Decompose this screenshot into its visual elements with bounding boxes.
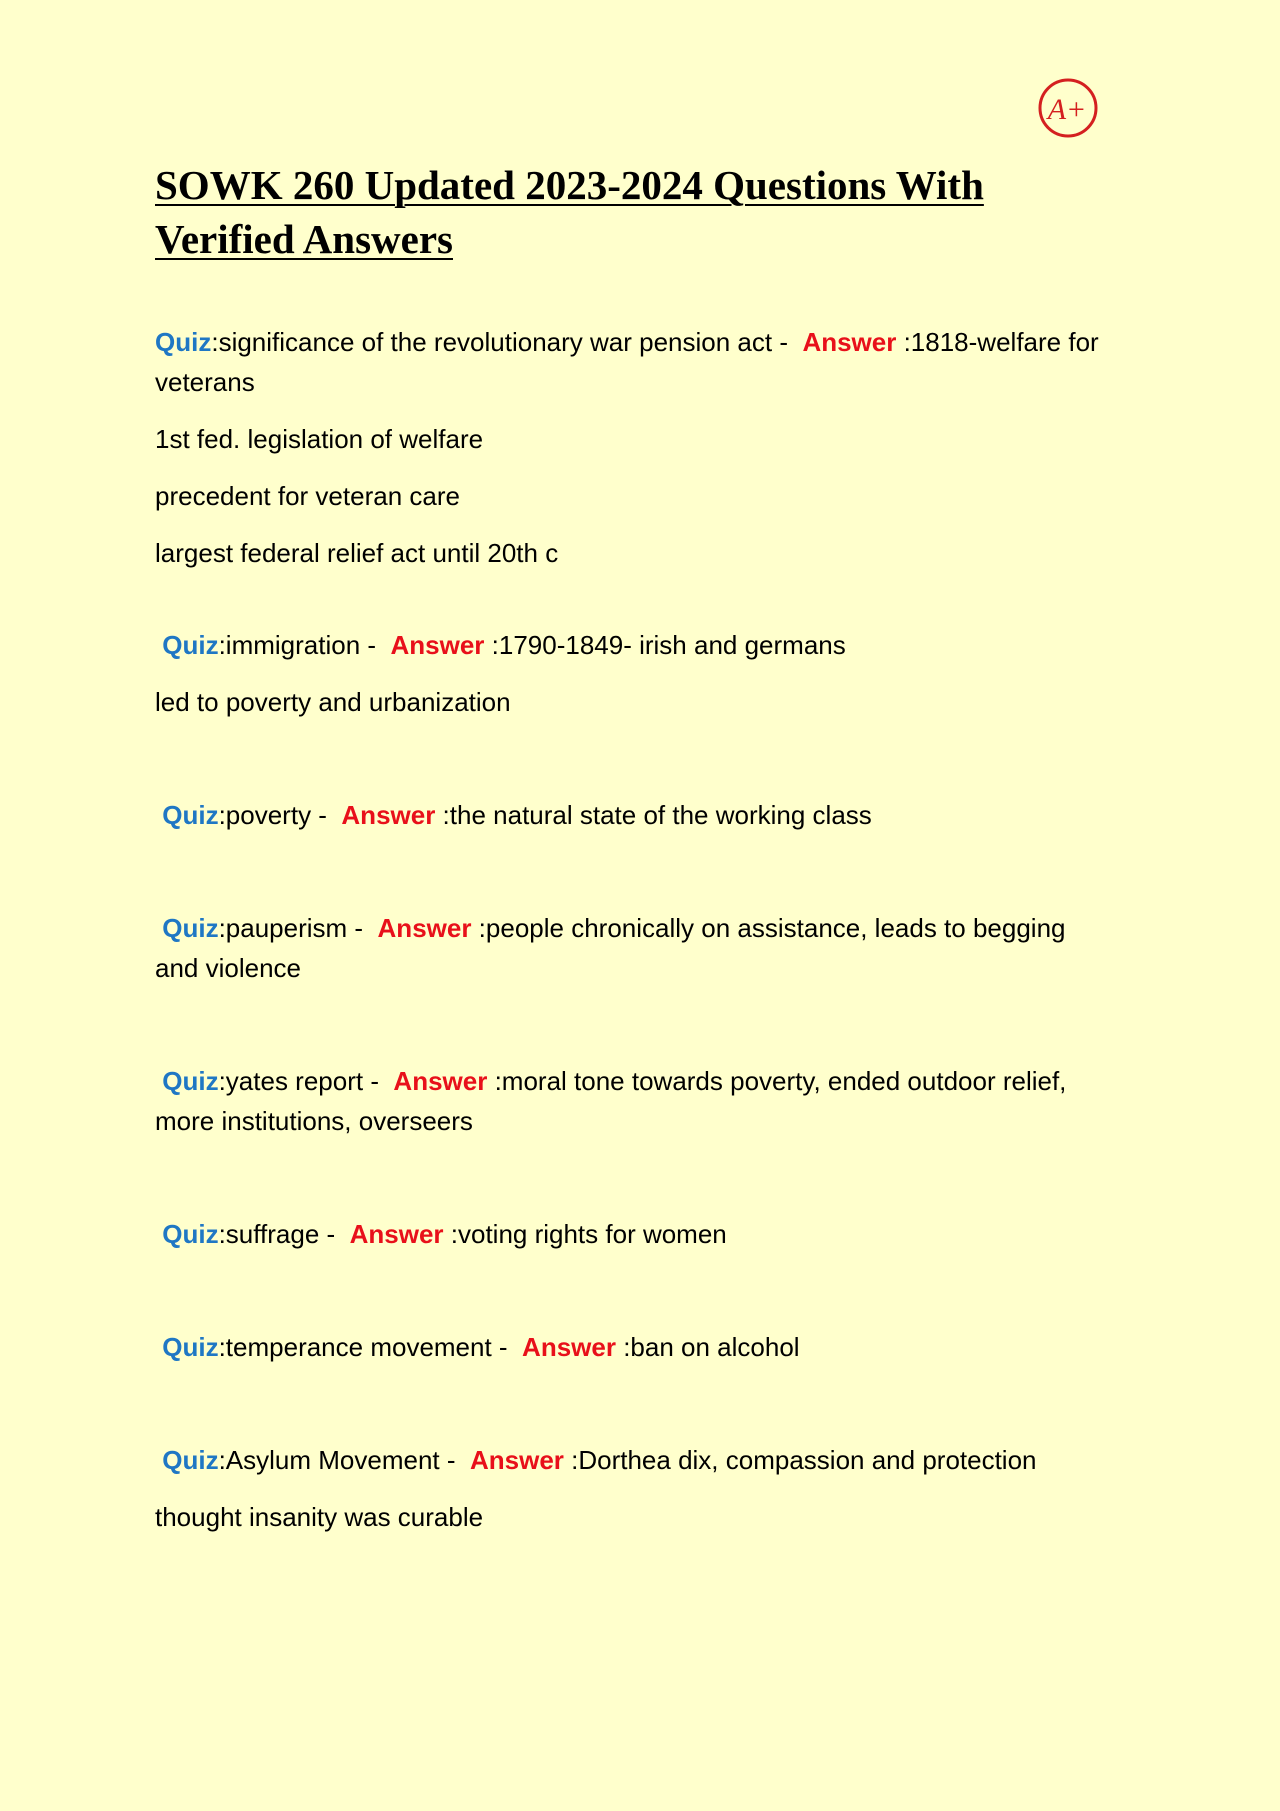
quiz-label: Quiz bbox=[162, 1066, 219, 1096]
qa-item bbox=[155, 1214, 1115, 1254]
qa-line bbox=[155, 1214, 1115, 1254]
question-text: :poverty - bbox=[218, 800, 342, 830]
qa-item bbox=[155, 1327, 1115, 1367]
qa-item bbox=[155, 1440, 1115, 1537]
answer-label: Answer bbox=[802, 327, 897, 357]
answer-label: Answer bbox=[393, 1066, 488, 1096]
qa-line bbox=[155, 322, 1115, 402]
answer-text: :Dorthea dix, compassion and protection bbox=[563, 1445, 1037, 1475]
quiz-label: Quiz bbox=[162, 913, 219, 943]
qa-item bbox=[155, 625, 1115, 722]
question-text: :yates report - bbox=[218, 1066, 394, 1096]
document-title: SOWK 260 Updated 2023-2024 Questions With Verified Answers bbox=[155, 162, 984, 262]
qa-list bbox=[155, 322, 1115, 1610]
question-text: :significance of the revolutionary war pension act - bbox=[211, 327, 803, 357]
answer-detail-line: 1st fed. legislation of welfare bbox=[155, 424, 484, 454]
quiz-label: Quiz bbox=[155, 327, 212, 357]
question-text: :suffrage - bbox=[218, 1219, 350, 1249]
qa-line bbox=[155, 1440, 1115, 1480]
answer-label: Answer bbox=[349, 1219, 444, 1249]
answer-label: Answer bbox=[390, 630, 485, 660]
qa-line bbox=[155, 795, 1115, 835]
question-text: :temperance movement - bbox=[218, 1332, 523, 1362]
answer-label: Answer bbox=[522, 1332, 616, 1362]
quiz-label: Quiz bbox=[162, 630, 219, 660]
answer-label: Answer bbox=[341, 800, 436, 830]
answer-label: Answer bbox=[469, 1445, 564, 1475]
question-text: :Asylum Movement - bbox=[218, 1445, 470, 1475]
qa-item bbox=[155, 795, 1115, 835]
a-plus-grade-icon bbox=[1036, 76, 1100, 140]
question-text: :immigration - bbox=[218, 630, 391, 660]
answer-detail-line: thought insanity was curable bbox=[155, 1502, 484, 1532]
question-text: :pauperism - bbox=[218, 913, 378, 943]
answer-detail-line: led to poverty and urbanization bbox=[155, 687, 511, 717]
answer-detail-line: largest federal relief act until 20th c bbox=[155, 538, 559, 568]
quiz-label: Quiz bbox=[162, 1445, 219, 1475]
qa-line bbox=[155, 1327, 1115, 1367]
answer-text: :moral tone towards poverty, ended outdoor relief, more institutions, overseers bbox=[155, 1066, 1067, 1136]
answer-text: :people chronically on assistance, leads to begging and violence bbox=[155, 913, 1066, 983]
qa-line bbox=[155, 908, 1115, 988]
qa-line bbox=[155, 625, 1115, 665]
answer-label: Answer bbox=[377, 913, 472, 943]
answer-text: :1790-1849- irish and germans bbox=[484, 630, 846, 660]
answer-text: :1818-welfare for veterans bbox=[155, 327, 1099, 397]
answer-text: :the natural state of the working class bbox=[435, 800, 872, 830]
logo-text: A+ bbox=[1047, 93, 1087, 126]
qa-item bbox=[155, 1061, 1115, 1141]
answer-detail-line: precedent for veteran care bbox=[155, 481, 460, 511]
qa-item bbox=[155, 322, 1115, 573]
qa-item bbox=[155, 908, 1115, 988]
quiz-label: Quiz bbox=[162, 800, 219, 830]
quiz-label: Quiz bbox=[162, 1219, 219, 1249]
answer-text: :voting rights for women bbox=[443, 1219, 727, 1249]
quiz-label: Quiz bbox=[162, 1332, 219, 1362]
answer-text: :ban on alcohol bbox=[615, 1332, 800, 1362]
qa-line bbox=[155, 1061, 1115, 1141]
